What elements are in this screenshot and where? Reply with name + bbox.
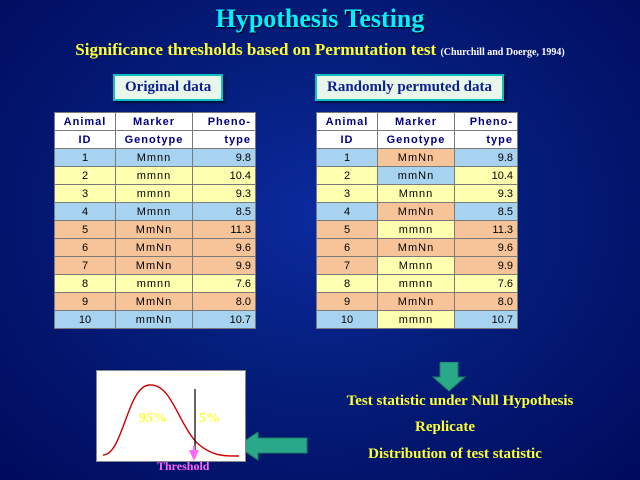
cell-genotype: MmNn	[378, 293, 455, 311]
cell-animal-id: 4	[55, 203, 116, 221]
cell-animal-id: 2	[317, 167, 378, 185]
cell-phenotype: 8.0	[455, 293, 518, 311]
cell-genotype: MmNn	[378, 239, 455, 257]
cell-genotype: MmNn	[116, 239, 193, 257]
table-header-row-2	[317, 131, 518, 149]
table-row	[55, 311, 256, 329]
header-genotype-line1: Marker	[378, 113, 455, 131]
cell-animal-id: 7	[55, 257, 116, 275]
table-header-row	[55, 113, 256, 131]
table-row	[317, 221, 518, 239]
cell-genotype: MmNn	[378, 149, 455, 167]
page-title: Hypothesis Testing	[215, 4, 425, 33]
table-row	[55, 149, 256, 167]
cell-animal-id: 8	[317, 275, 378, 293]
cell-phenotype: 10.7	[193, 311, 256, 329]
table-row	[317, 257, 518, 275]
table-row	[55, 167, 256, 185]
cell-genotype: mmnn	[378, 311, 455, 329]
cell-genotype: mmnn	[116, 275, 193, 293]
table-head-group	[317, 113, 518, 149]
table-row	[317, 149, 518, 167]
table-head-group	[55, 113, 256, 149]
table-row	[317, 167, 518, 185]
panel-label-original: Original data	[113, 74, 223, 101]
cell-genotype: Mmnn	[116, 203, 193, 221]
cell-phenotype: 11.3	[193, 221, 256, 239]
table-row	[55, 257, 256, 275]
cell-genotype: mmnn	[116, 167, 193, 185]
header-animal-id-line2: ID	[317, 131, 378, 149]
cell-animal-id: 4	[317, 203, 378, 221]
cell-animal-id: 3	[317, 185, 378, 203]
table-row	[317, 293, 518, 311]
percent-95-label: 95%	[139, 411, 167, 426]
header-phenotype-line1: Pheno-	[455, 113, 518, 131]
table-row	[317, 275, 518, 293]
subtitle-text: Significance thresholds based on Permutation test	[75, 40, 437, 59]
cell-animal-id: 5	[55, 221, 116, 239]
distribution-plot	[96, 370, 246, 462]
table-row	[55, 203, 256, 221]
cell-genotype: mmNn	[116, 311, 193, 329]
down-arrow-icon	[432, 362, 466, 392]
cell-animal-id: 10	[55, 311, 116, 329]
original-data-table	[54, 112, 256, 329]
table-row	[55, 185, 256, 203]
cell-phenotype: 8.5	[455, 203, 518, 221]
cell-animal-id: 1	[55, 149, 116, 167]
header-animal-id-line1: Animal	[55, 113, 116, 131]
cell-phenotype: 7.6	[455, 275, 518, 293]
cell-animal-id: 9	[55, 293, 116, 311]
table-row	[317, 203, 518, 221]
cell-animal-id: 9	[317, 293, 378, 311]
subtitle-citation: (Churchill and Doerge, 1994)	[440, 47, 565, 58]
cell-genotype: MmNn	[116, 221, 193, 239]
cell-animal-id: 10	[317, 311, 378, 329]
percent-5-label: 5%	[199, 411, 220, 426]
cell-genotype: mmnn	[116, 185, 193, 203]
header-phenotype-line2: type	[455, 131, 518, 149]
cell-animal-id: 3	[55, 185, 116, 203]
cell-genotype: Mmnn	[378, 185, 455, 203]
table-row	[55, 275, 256, 293]
cell-genotype: mmNn	[378, 167, 455, 185]
header-animal-id-line2: ID	[55, 131, 116, 149]
table-header-row	[317, 113, 518, 131]
cell-phenotype: 7.6	[193, 275, 256, 293]
cell-animal-id: 5	[317, 221, 378, 239]
cell-phenotype: 9.3	[193, 185, 256, 203]
distribution-curve	[97, 371, 245, 461]
original-table-body	[55, 149, 256, 329]
threshold-label: Threshold	[157, 459, 210, 473]
header-animal-id-line1: Animal	[317, 113, 378, 131]
panel-label-permuted: Randomly permuted data	[315, 74, 504, 101]
cell-animal-id: 1	[317, 149, 378, 167]
table-row	[317, 239, 518, 257]
cell-genotype: mmnn	[378, 275, 455, 293]
callout-line-3: Distribution of test statistic	[368, 446, 542, 462]
cell-animal-id: 7	[317, 257, 378, 275]
cell-phenotype: 10.7	[455, 311, 518, 329]
cell-phenotype: 10.4	[193, 167, 256, 185]
cell-genotype: MmNn	[378, 203, 455, 221]
cell-genotype: mmnn	[378, 221, 455, 239]
page-subtitle	[0, 40, 640, 60]
table-row	[55, 293, 256, 311]
cell-phenotype: 9.9	[193, 257, 256, 275]
header-genotype-line2: Genotype	[116, 131, 193, 149]
cell-animal-id: 6	[55, 239, 116, 257]
header-phenotype-line1: Pheno-	[193, 113, 256, 131]
cell-phenotype: 8.5	[193, 203, 256, 221]
permuted-data-table	[316, 112, 518, 329]
table-header-row-2	[55, 131, 256, 149]
cell-phenotype: 10.4	[455, 167, 518, 185]
header-phenotype-line2: type	[193, 131, 256, 149]
cell-phenotype: 9.9	[455, 257, 518, 275]
cell-animal-id: 2	[55, 167, 116, 185]
cell-phenotype: 8.0	[193, 293, 256, 311]
callout-line-1: Test statistic under Null Hypothesis	[346, 393, 574, 409]
table-row	[317, 311, 518, 329]
permuted-table-body	[317, 149, 518, 329]
table-row	[55, 221, 256, 239]
cell-phenotype: 9.8	[455, 149, 518, 167]
cell-genotype: MmNn	[116, 257, 193, 275]
header-genotype-line2: Genotype	[378, 131, 455, 149]
cell-phenotype: 9.3	[455, 185, 518, 203]
cell-animal-id: 8	[55, 275, 116, 293]
cell-phenotype: 9.6	[193, 239, 256, 257]
cell-phenotype: 9.6	[455, 239, 518, 257]
cell-genotype: Mmnn	[378, 257, 455, 275]
cell-genotype: Mmnn	[116, 149, 193, 167]
cell-animal-id: 6	[317, 239, 378, 257]
cell-phenotype: 11.3	[455, 221, 518, 239]
header-genotype-line1: Marker	[116, 113, 193, 131]
cell-genotype: MmNn	[116, 293, 193, 311]
callout-line-2: Replicate	[415, 419, 475, 435]
table-row	[55, 239, 256, 257]
table-row	[317, 185, 518, 203]
cell-phenotype: 9.8	[193, 149, 256, 167]
